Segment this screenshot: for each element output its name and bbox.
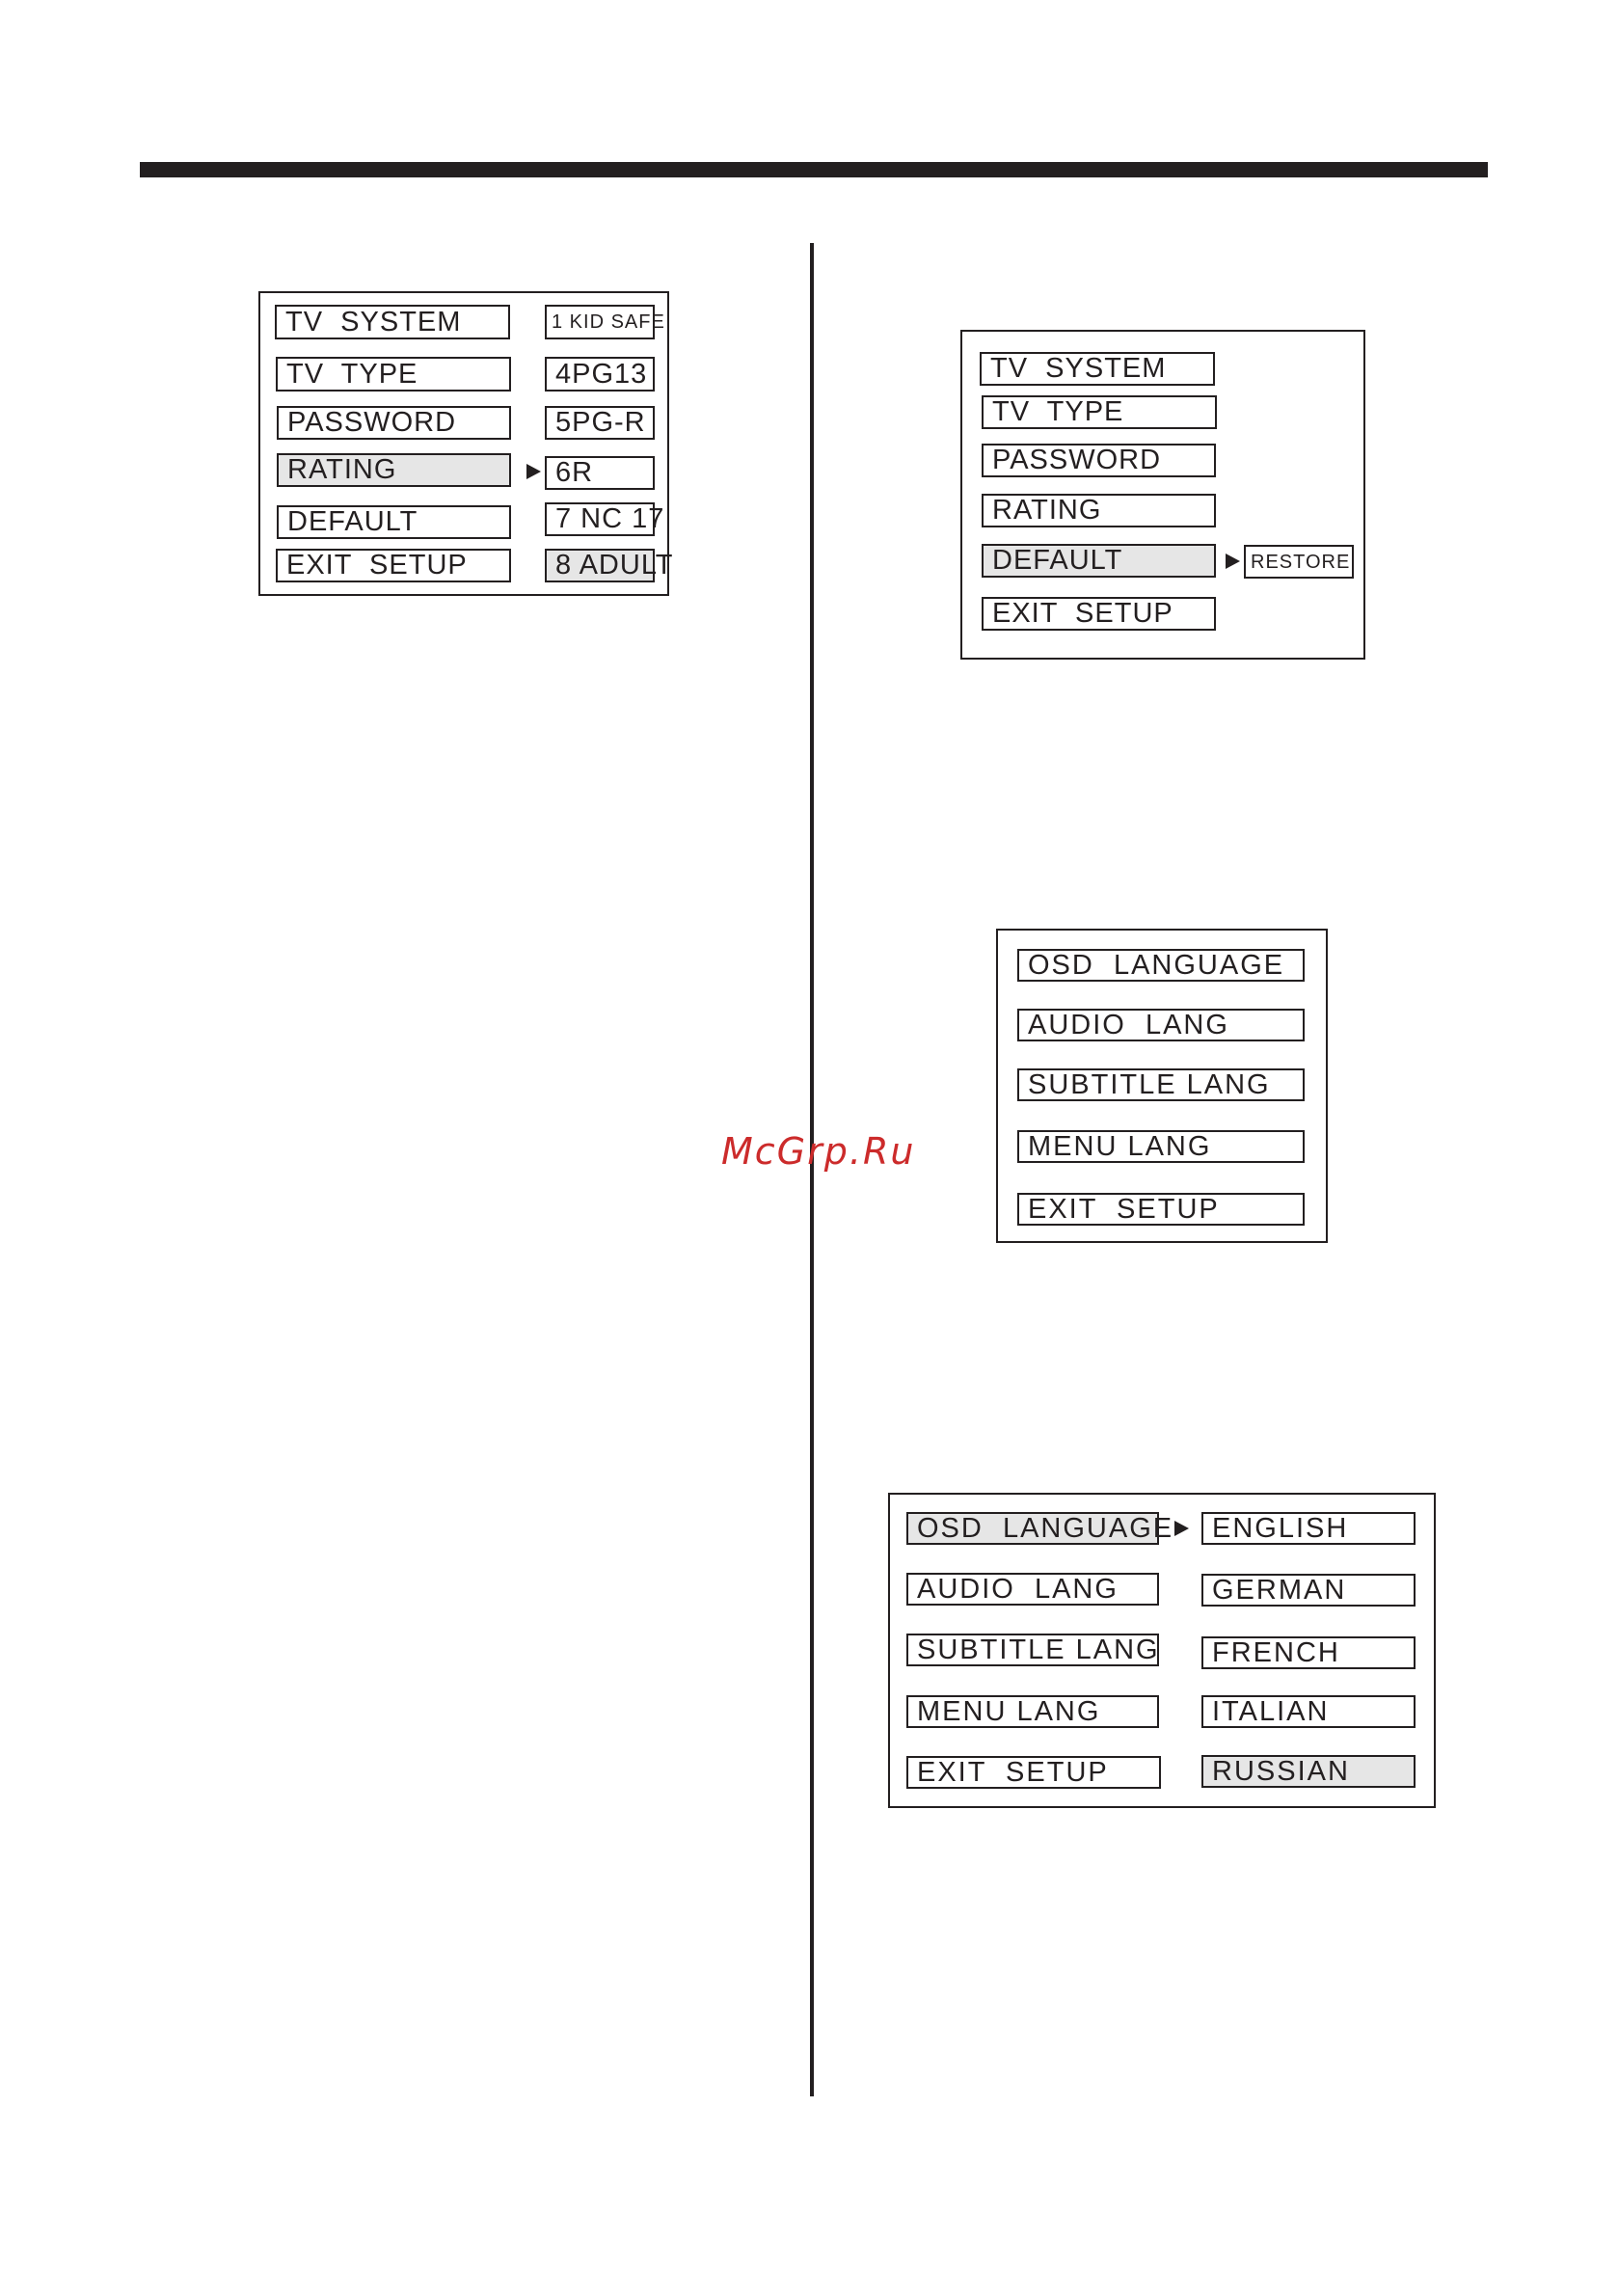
menu-item-exit-setup[interactable]: EXIT SETUP <box>906 1756 1161 1789</box>
menu-item-exit-setup[interactable]: EXIT SETUP <box>982 597 1216 631</box>
rating-option-nc17[interactable]: 7 NC 17 <box>545 502 655 536</box>
menu-item-menu-lang[interactable]: MENU LANG <box>1017 1130 1305 1163</box>
pointer-arrow-icon <box>1226 554 1240 569</box>
menu-item-tv-type[interactable]: TV TYPE <box>982 395 1217 429</box>
menu-item-tv-system[interactable]: TV SYSTEM <box>980 352 1215 386</box>
pointer-arrow-icon <box>1174 1521 1189 1536</box>
menu-item-default[interactable]: DEFAULT <box>982 544 1216 578</box>
rating-option-r[interactable]: 6R <box>545 456 655 490</box>
menu-item-password[interactable]: PASSWORD <box>277 406 511 440</box>
menu-item-rating[interactable]: RATING <box>982 494 1216 527</box>
watermark: McGrp.Ru <box>721 1130 916 1173</box>
default-option-restore[interactable]: RESTORE <box>1244 545 1354 579</box>
language-option-english[interactable]: ENGLISH <box>1201 1512 1416 1545</box>
menu-item-exit-setup[interactable]: EXIT SETUP <box>1017 1193 1305 1226</box>
menu-item-default[interactable]: DEFAULT <box>277 505 511 539</box>
pointer-arrow-icon <box>526 464 541 479</box>
menu-item-osd-language[interactable]: OSD LANGUAGE <box>1017 949 1305 982</box>
menu-item-audio-lang[interactable]: AUDIO LANG <box>1017 1009 1305 1041</box>
menu-item-subtitle-lang[interactable]: SUBTITLE LANG <box>906 1634 1159 1666</box>
menu-item-subtitle-lang[interactable]: SUBTITLE LANG <box>1017 1068 1305 1101</box>
rating-option-kid-safe[interactable]: 1 KID SAFE <box>545 305 655 339</box>
language-option-french[interactable]: FRENCH <box>1201 1636 1416 1669</box>
language-option-russian[interactable]: RUSSIAN <box>1201 1755 1416 1788</box>
menu-item-osd-language[interactable]: OSD LANGUAGE <box>906 1512 1159 1545</box>
rating-option-pg-r[interactable]: 5PG-R <box>545 406 655 440</box>
menu-item-tv-type[interactable]: TV TYPE <box>276 357 511 392</box>
menu-item-menu-lang[interactable]: MENU LANG <box>906 1695 1159 1728</box>
menu-item-rating[interactable]: RATING <box>277 453 511 487</box>
rating-option-adult[interactable]: 8 ADULT <box>545 549 655 582</box>
menu-item-audio-lang[interactable]: AUDIO LANG <box>906 1573 1159 1606</box>
menu-item-tv-system[interactable]: TV SYSTEM <box>275 305 510 339</box>
menu-item-exit-setup[interactable]: EXIT SETUP <box>276 549 511 582</box>
rating-option-pg13[interactable]: 4PG13 <box>545 357 655 392</box>
top-rule <box>140 162 1488 177</box>
language-option-italian[interactable]: ITALIAN <box>1201 1695 1416 1728</box>
menu-item-password[interactable]: PASSWORD <box>982 444 1216 477</box>
language-option-german[interactable]: GERMAN <box>1201 1574 1416 1607</box>
